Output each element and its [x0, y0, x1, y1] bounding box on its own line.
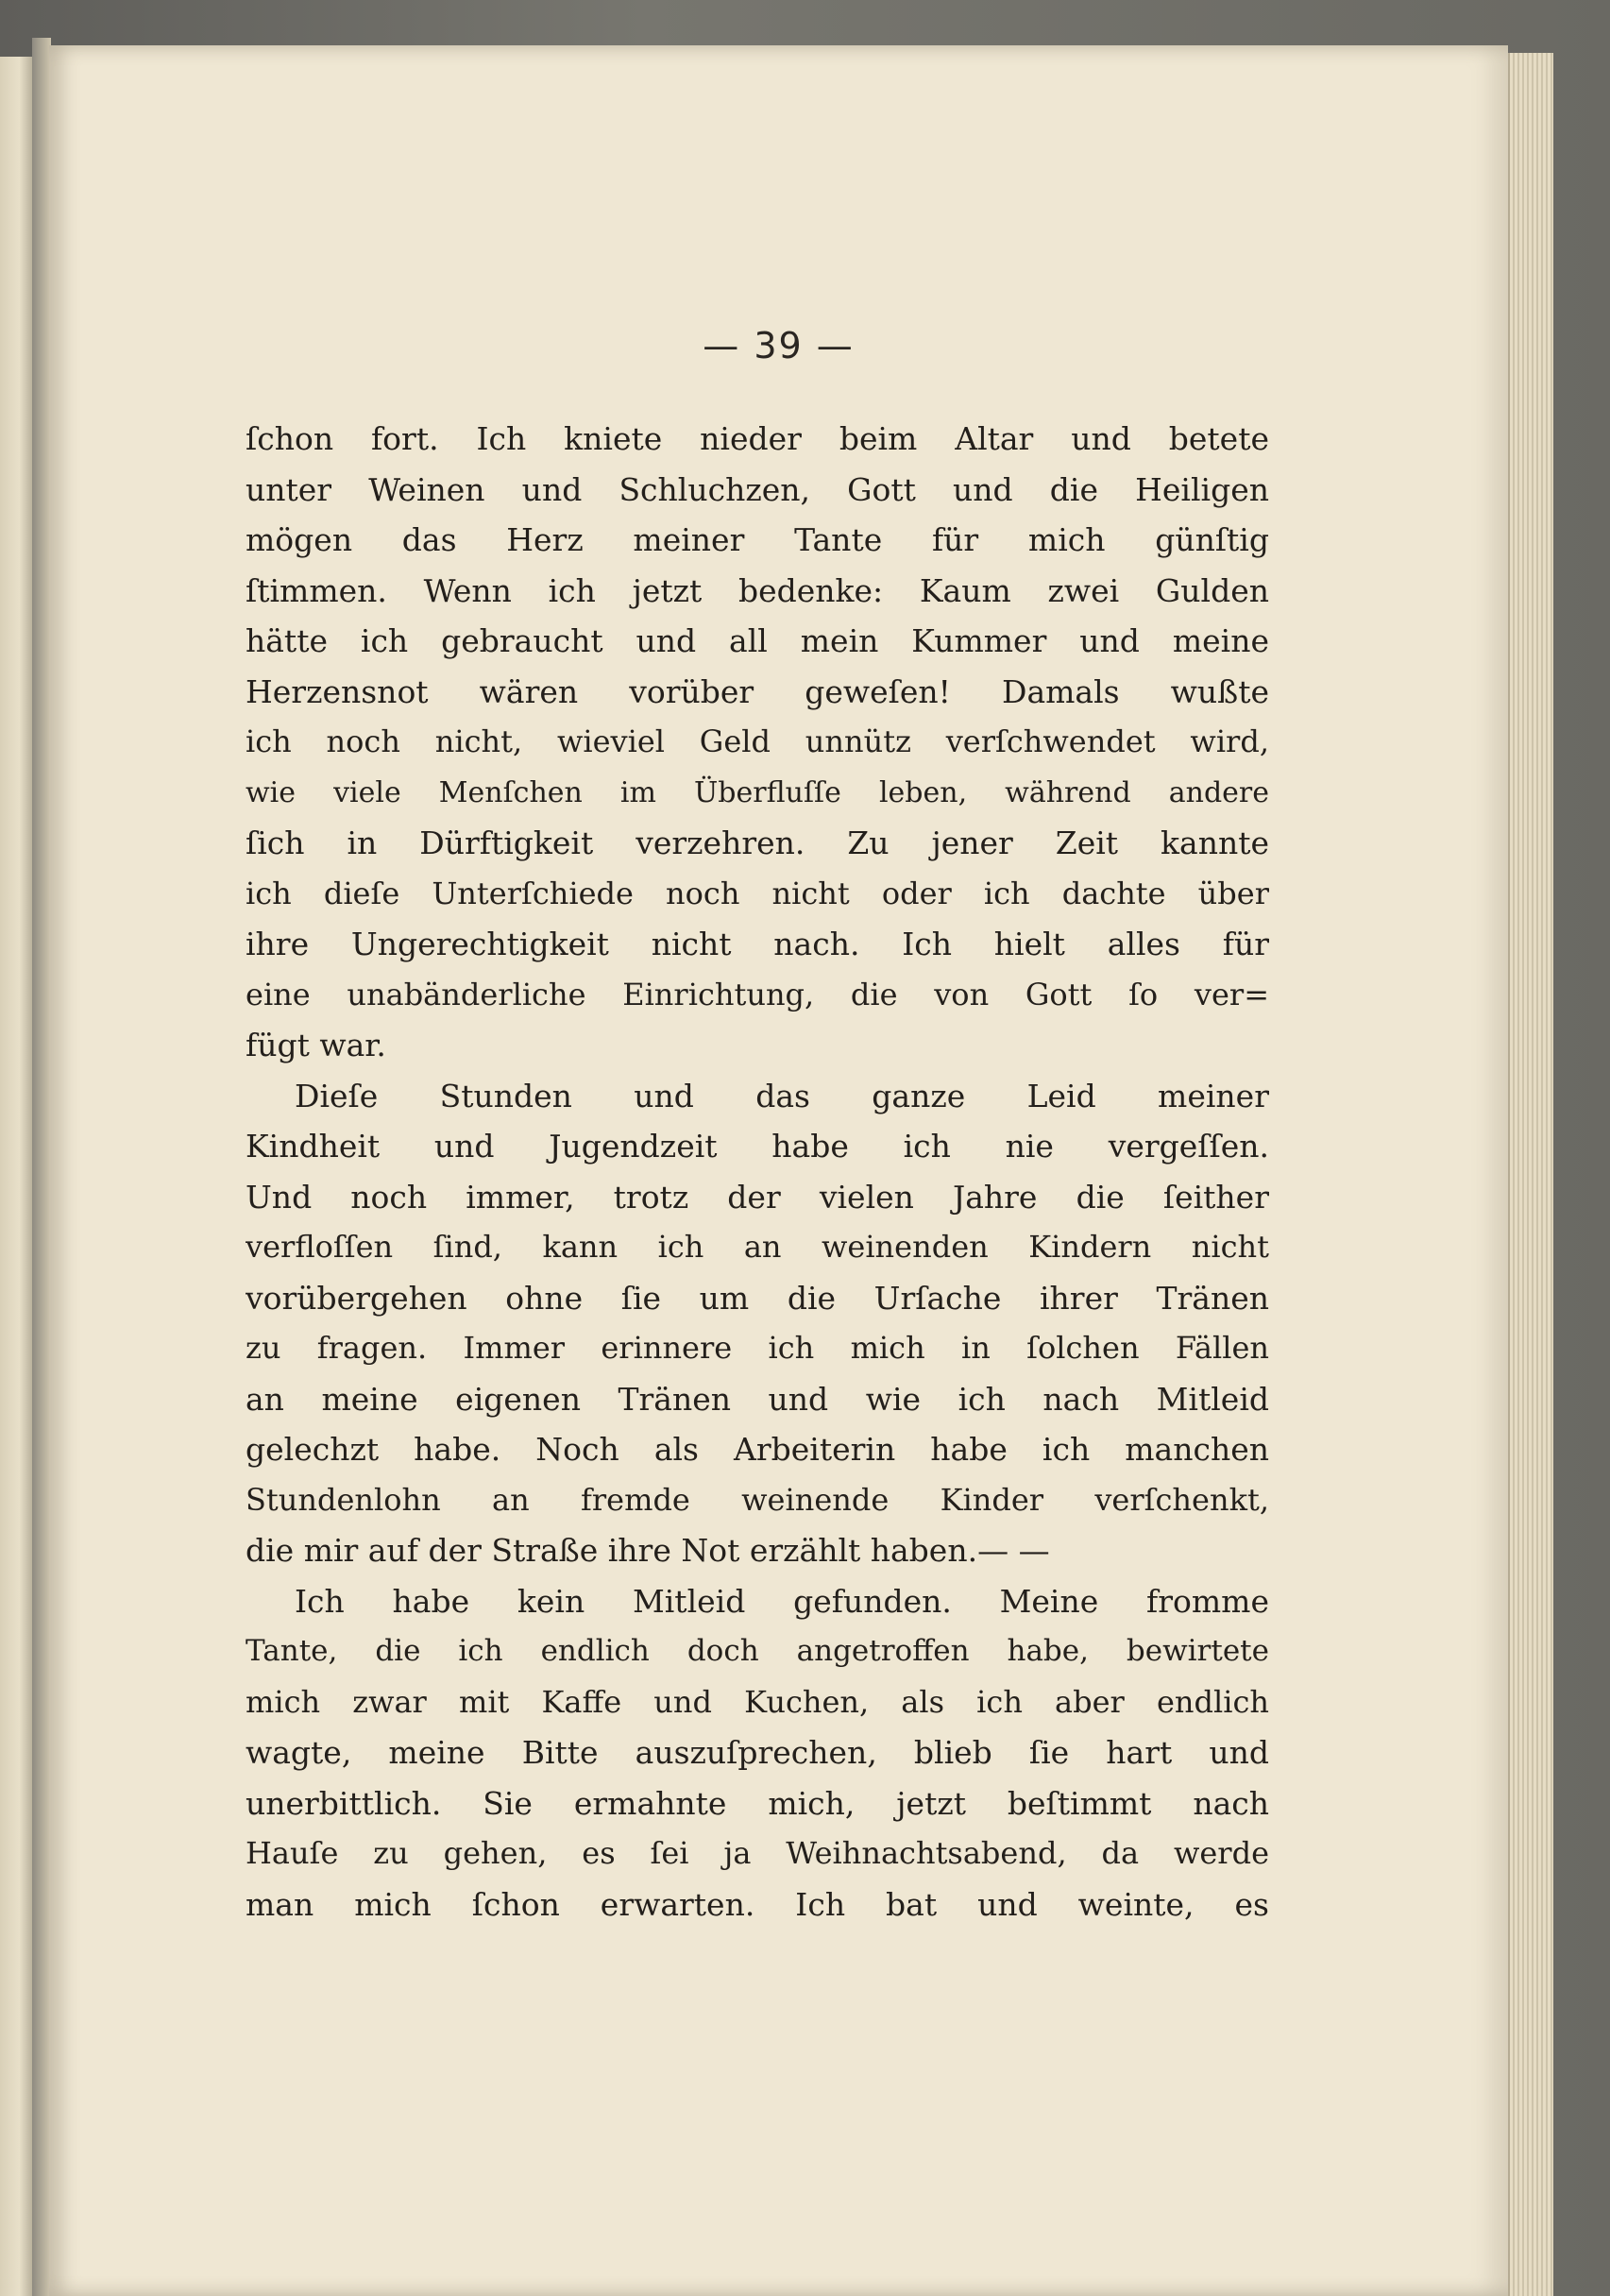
text-line: mögen das Herz meiner Tante für mich günſtig	[246, 521, 1269, 558]
page-body-text	[246, 414, 1269, 1930]
book-page	[49, 45, 1508, 2296]
text-line: Tante, die ich endlich doch angetroffen habe, bewirtete	[246, 1634, 1269, 1668]
text-line: ihre Ungerechtigkeit nicht nach. Ich hielt alles für	[246, 926, 1269, 962]
paragraph-first-line: Dieſe Stunden und das ganze Leid meiner	[295, 1077, 1269, 1114]
text-line: ich dieſe Unterſchiede noch nicht oder ich dachte über	[246, 875, 1269, 911]
text-line: fügt war.	[246, 1027, 386, 1063]
text-line: Herzensnot wären vorüber geweſen! Damals wußte	[246, 672, 1269, 710]
text-line: gelechzt habe. Noch als Arbeiterin habe ich manchen	[246, 1431, 1269, 1468]
text-line: Kindheit und Jugendzeit habe ich nie vergeſſen.	[246, 1128, 1269, 1165]
paragraph-first-line: Ich habe kein Mitleid gefunden. Meine fromme	[295, 1582, 1269, 1620]
text-line: zu fragen. Immer erinnere ich mich in ſolchen Fällen	[246, 1330, 1269, 1366]
text-line: ich noch nicht, wieviel Geld unnütz verſchwendet wird,	[246, 723, 1269, 759]
text-line: hätte ich gebraucht und all mein Kummer und meine	[246, 622, 1269, 659]
text-line: wie viele Menſchen im Überfluſſe leben, während andere	[246, 775, 1269, 809]
page-stack-edges	[1508, 53, 1553, 2296]
text-line: ſtimmen. Wenn ich jetzt bedenke: Kaum zwei Gulden	[246, 571, 1269, 609]
facing-page-edge	[0, 57, 32, 2296]
text-line: eine unabänderliche Einrichtung, die von Gott ſo ver=	[246, 976, 1269, 1012]
text-line: unerbittlich. Sie ermahnte mich, jetzt beſtimmt nach	[246, 1784, 1269, 1822]
book-gutter	[32, 38, 51, 2296]
text-line: vorübergehen ohne ſie um die Urſache ihrer Tränen	[246, 1279, 1269, 1317]
text-line: Und noch immer, trotz der vielen Jahre die ſeither	[246, 1178, 1269, 1216]
text-line: verfloſſen ſind, kann ich an weinenden Kindern nicht	[246, 1229, 1269, 1265]
text-line: Stundenlohn an fremde weinende Kinder verſchenkt,	[246, 1481, 1269, 1518]
text-line: mich zwar mit Kaffe und Kuchen, als ich aber endlich	[246, 1683, 1269, 1720]
text-line: Hauſe zu gehen, es ſei ja Weihnachtsabend, da werde	[246, 1835, 1269, 1871]
text-line: an meine eigenen Tränen und wie ich nach Mitleid	[246, 1380, 1269, 1418]
page-number: — 39 —	[703, 325, 855, 366]
text-line: die mir auf der Straße ihre Not erzählt haben.— —	[246, 1532, 1050, 1569]
text-line: ſich in Dürftigkeit verzehren. Zu jener Zeit kannte	[246, 825, 1269, 861]
text-line: man mich ſchon erwarten. Ich bat und weinte, es	[246, 1885, 1269, 1923]
text-line: wagte, meine Bitte auszuſprechen, blieb ſie hart und	[246, 1734, 1269, 1771]
text-line: unter Weinen und Schluchzen, Gott und die Heiligen	[246, 470, 1269, 508]
text-line: ſchon fort. Ich kniete nieder beim Altar und betete	[246, 420, 1269, 457]
